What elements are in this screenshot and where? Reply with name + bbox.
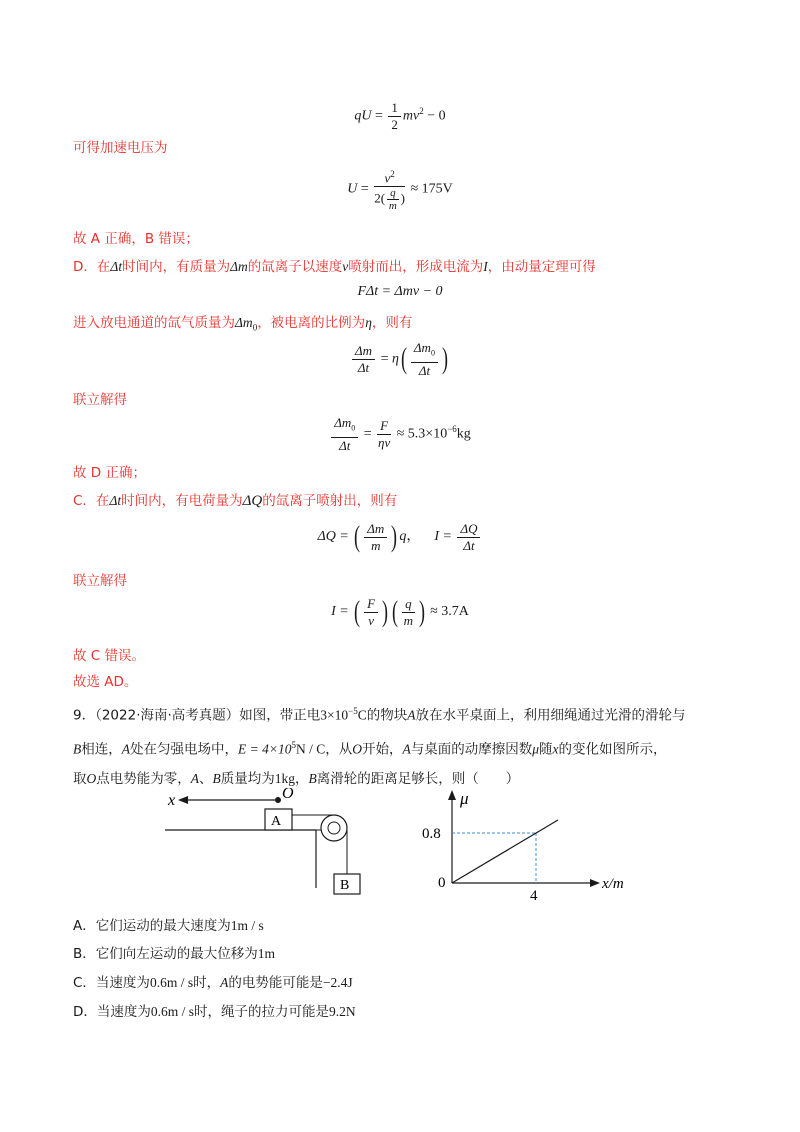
question-9-text [73,697,733,794]
equation-momentum: FΔt = Δmv − 0 [357,284,443,299]
label-x: x [168,792,176,809]
y-axis-label: μ [460,789,469,808]
fraction-dm-dt: $\frac{\Delta m}{\Delta t}$ [352,343,375,376]
origin-point [275,797,281,803]
fraction-dm0-dt-2: $\frac{\Delta m_0}{\Delta t}$ [331,415,358,454]
text-a-correct: 故 A 正确，B 错误； [73,231,199,247]
fraction-f-etav: $\frac{F}{\eta v}$ [378,417,391,450]
figure-mu-graph [412,786,652,904]
option-d[interactable]: D．当速度为0.6m / s时，绳子的拉力可能是9.2N [73,1004,356,1020]
x-axis-arrowhead [178,796,188,804]
x-axis-arrowhead [590,879,600,887]
pulley-hub [328,822,340,834]
option-c[interactable]: C．当速度为0.6m / s时，A的电势能可能是−2.4J [73,975,353,991]
y-axis-arrowhead [448,790,456,800]
text-d-correct: 故 D 正确； [73,465,146,481]
text-answer-ad: 故选 AD。 [73,674,138,690]
fraction-q-m: $\frac{q}{m}$ [388,187,397,213]
fraction-q-m-2: $\frac{q}{m}$ [403,595,414,628]
text-c-wrong: 故 C 错误。 [73,648,146,664]
text-solve-2: 联立解得 [73,573,127,589]
fraction-voltage: $v^2$ 2( $\frac{q}{m}$ ) [374,166,405,212]
text-solve-1: 联立解得 [73,392,127,408]
text-ionization-ratio: 进入放电通道的氙气质量为$\Delta m_0$，被电离的比例为η，则有 [73,315,413,333]
option-b[interactable]: B．它们向左运动的最大位移为1m [73,946,276,962]
label-block-a: A [271,814,282,829]
fraction-dm-m: $\frac{\Delta m}{m}$ [364,521,387,554]
equation-work-energy: qU = $\frac{1}{2}$ $mv^2 - 0$ [354,100,446,132]
option-a[interactable]: A．它们运动的最大速度为1m / s [73,918,264,934]
text-option-d-intro: D．在Δt时间内，有质量为Δm的氙离子以速度v喷射而出，形成电流为I，由动量定理可得 [73,259,596,275]
question-9-line-3: 取O点电势能为零，A、B质量均为1kg，B离滑轮的距离足够长，则（ ） [73,771,520,787]
origin-label: 0 [438,875,446,891]
equation-charge: ΔQ = ( $\frac{\Delta m}{m}$ ) q， I = $\frac{\Delta Q}{\Delta t}$ [0,519,800,555]
fraction-dm0-dt: $\frac{\Delta m_0}{\Delta t}$ [411,340,438,379]
text-option-c-intro: C．在Δt时间内，有电荷量为ΔQ的氙离子喷射出，则有 [73,493,398,509]
equation-current: I = ( $\frac{F}{v}$ ) ( $\frac{q}{m}$ ) ≈ 3.7A [331,595,469,628]
equation-mass-rate: $\frac{\Delta m_0}{\Delta t}$ = $\frac{F}{\eta v}$ ≈ $5.3\times 10^{-6}kg$ [0,415,800,454]
fraction-dq-dt: $\frac{\Delta Q}{\Delta t}$ [457,521,480,554]
fraction-f-v: $\frac{F}{v}$ [364,596,378,629]
x-axis-label: x/m [602,876,624,892]
question-9-line-2: B相连，A处在匀强电场中，$E = 4\times 10^5N / C$，从O开始，A与桌面的动摩擦因数μ随x的变化如图所示， [73,739,667,757]
label-o: O [282,788,294,802]
x-tick-label: 4 [530,888,538,904]
question-9-line-1: 9．（2022·海南·高考真题）如图，带正电$3\times 10^{-5}C$的物块A放在水平桌面上，利用细绳通过光滑的滑轮与 [73,706,686,724]
text-accel-voltage: 可得加速电压为 [73,140,168,156]
label-block-b: B [340,878,350,893]
mu-line [452,820,558,883]
equation-mass-ratio: $\frac{\Delta m}{\Delta t}$ = η( $\frac{\Delta m_0}{\Delta t}$ ) [0,340,800,379]
figure-pulley-setup [150,788,380,898]
fraction-half: $\frac{1}{2}$ [388,100,401,133]
equation-voltage: U = $v^2$ 2( $\frac{q}{m}$ ) ≈ 175V [0,166,800,212]
y-tick-label: 0.8 [422,826,441,842]
